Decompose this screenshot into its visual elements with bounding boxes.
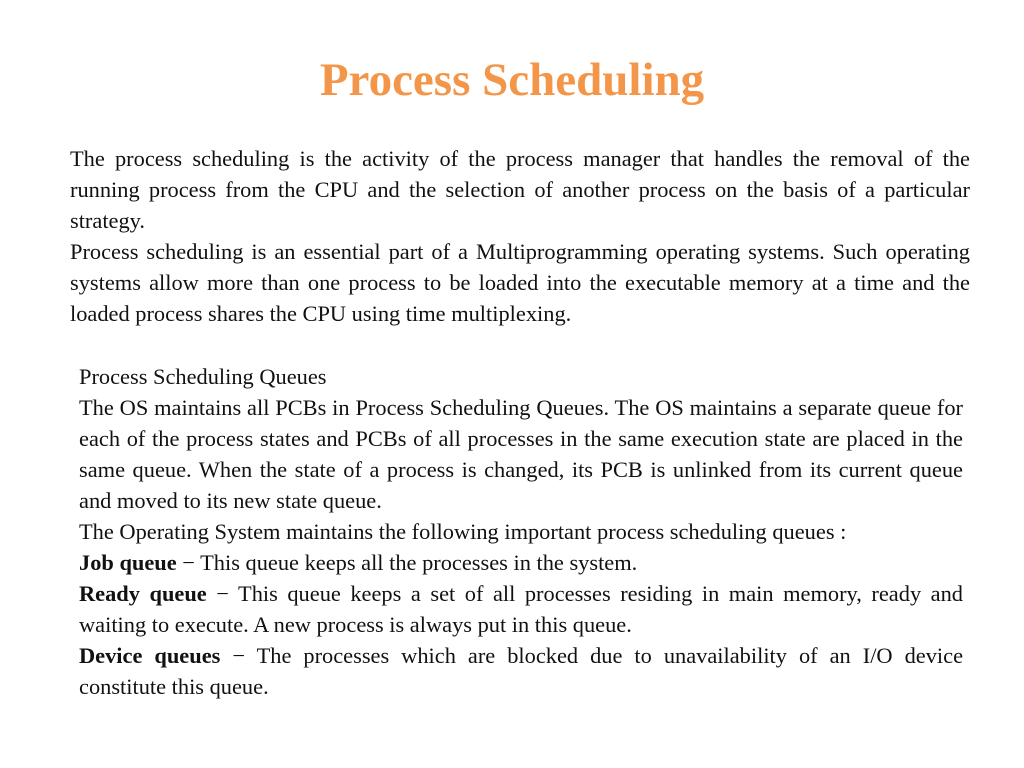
- queue-desc-device: − The processes which are blocked due to unavailability of an I/O device constitute this queue.: [79, 643, 964, 699]
- intro-text-block: [70, 143, 970, 329]
- queue-desc-ready: − This queue keeps a set of all processes residing in main memory, ready and waiting to execute. A new process is always put in this queue.: [79, 581, 963, 637]
- intro-paragraph-multiprogramming: Process scheduling is an essential part of a Multiprogramming operating systems. Such operating systems allow more than one process to be loaded into the executable memory at a time and the loaded process shares the CPU using time multiplexing.: [70, 239, 970, 326]
- queue-term-job: Job queue: [79, 550, 177, 575]
- queue-desc-job: − This queue keeps all the processes in the system.: [176, 550, 638, 575]
- queue-item-job: [79, 547, 963, 578]
- queues-paragraph-list-intro: The Operating System maintains the following important process scheduling queues :: [79, 519, 847, 544]
- queue-term-ready: Ready queue: [79, 581, 207, 606]
- slide-title: Process Scheduling: [319, 54, 705, 106]
- queue-item-device: [79, 640, 963, 702]
- queues-heading: Process Scheduling Queues: [79, 364, 327, 389]
- queue-item-ready: [79, 578, 963, 640]
- intro-paragraph-definition: The process scheduling is the activity of the process manager that handles the removal of the running process from the CPU and the selection of another process on the basis of a particular strategy.: [70, 146, 970, 233]
- queues-text-block: [79, 361, 963, 702]
- queues-paragraph-pcbs: The OS maintains all PCBs in Process Scheduling Queues. The OS maintains a separate queue for each of the process states and PCBs of all processes in the same execution state are placed in the same queue. When the state of a process is changed, its PCB is unlinked from its current queue and moved to its new state queue.: [79, 395, 963, 513]
- queue-term-device: Device queues: [79, 643, 221, 668]
